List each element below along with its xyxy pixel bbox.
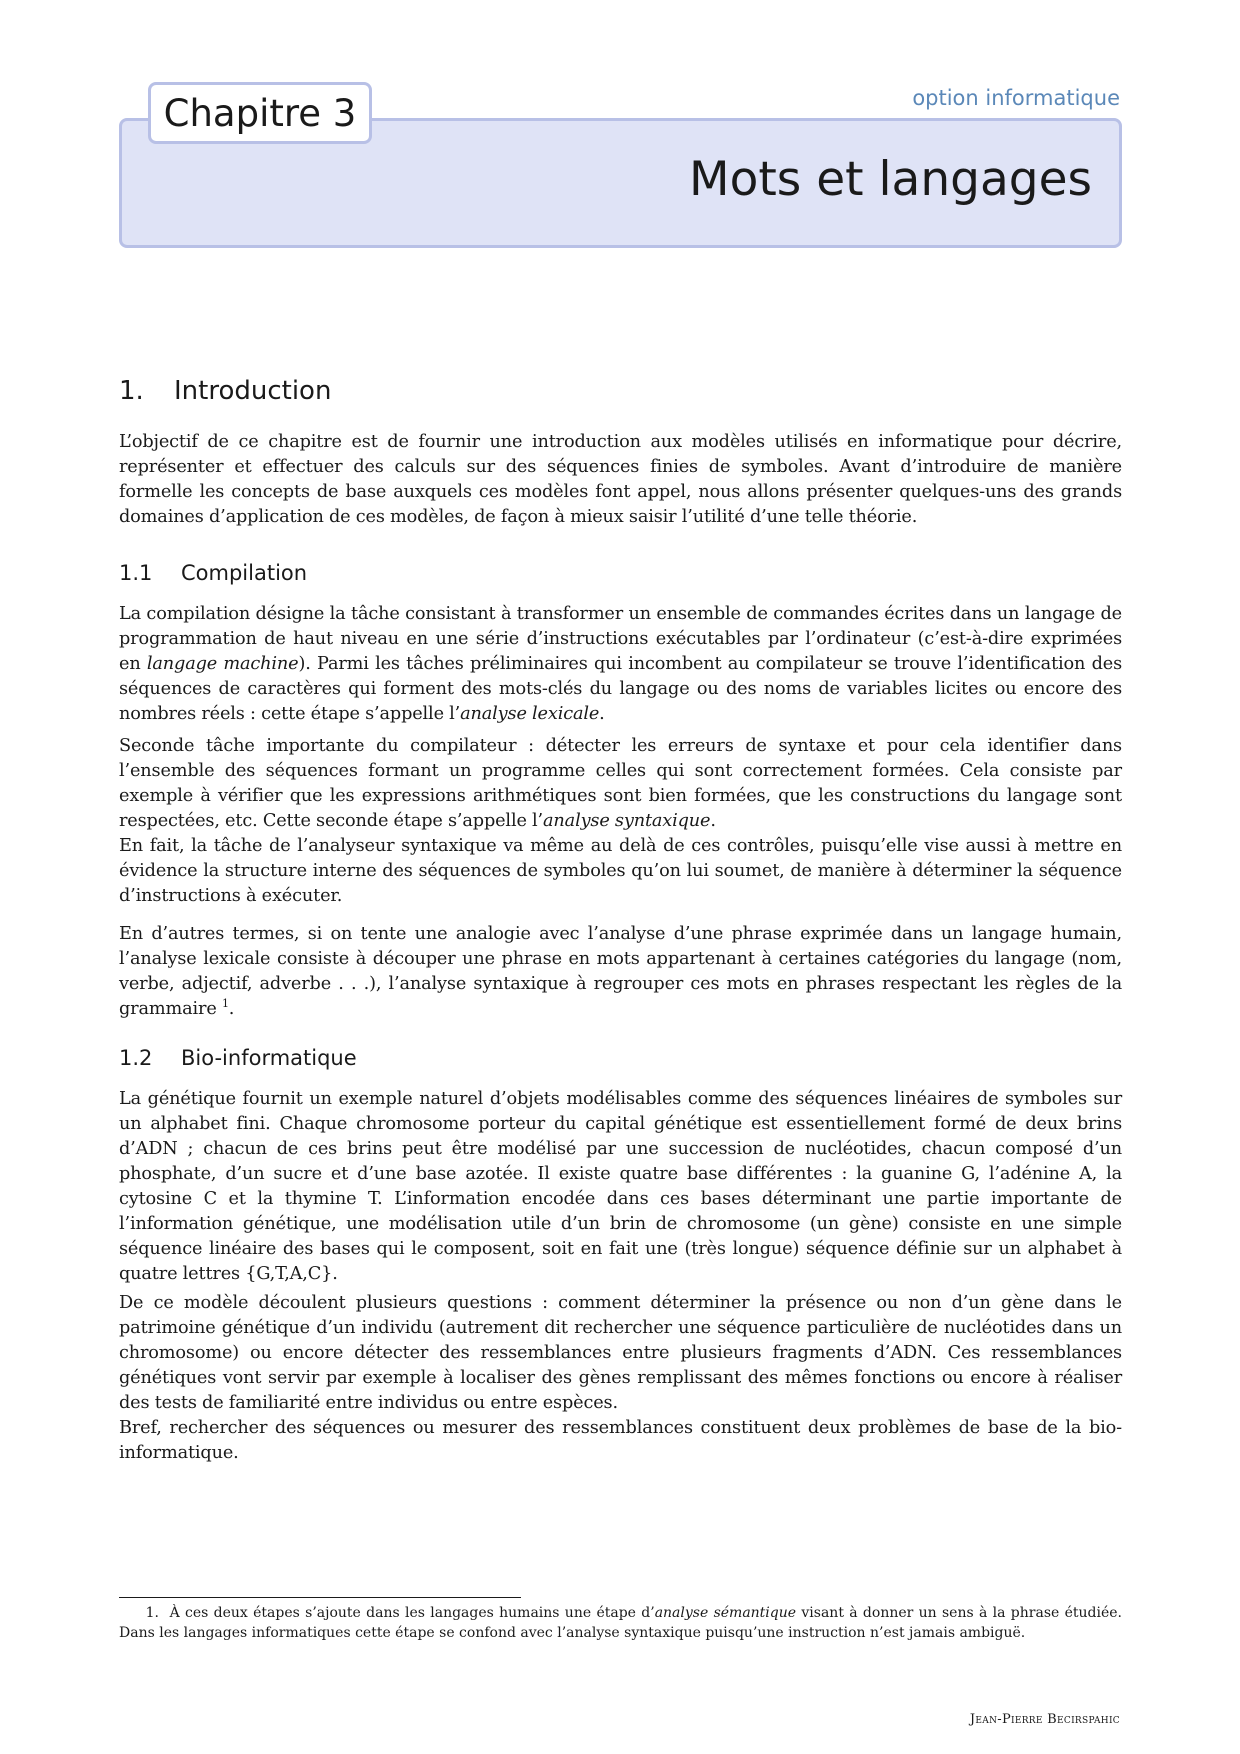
compilation-paragraph-4: En d’autres termes, si on tente une analogie avec l’analyse d’une phrase exprimée dans un langage humain, l’analyse lexicale consiste à découper une phrase en mots appartenant à certaines catégories du langage (nom, verbe, adjectif, adverbe . . .), l’analyse syntaxique à regrouper ces mots en phrases respectant les règles de la grammaire $^1$.	[119, 924, 1122, 1019]
subsection-heading-compilation	[119, 561, 307, 585]
bioinfo-paragraph-1: La génétique fournit un exemple naturel d’objets modélisables comme des séquences linéaires de symboles sur un alphabet fini. Chaque chromosome porteur du capital génétique est essentiellement formé de deux brins d’ADN ; chacun de ces brins peut être modélisé par une succession de nucléotides, chacun composé d’un phosphate, d’un sucre et d’une base azotée. Il existe quatre base différentes : la guanine G, l’adénine A, la cytosine C et la thymine T. L’information encodée dans ces bases déterminant une partie importante de l’information génétique, une modélisation utile d’un brin de chromosome (un gène) consiste en une simple séquence linéaire des bases qui le composent, soit en fait une (très longue) séquence définie sur un alphabet à quatre lettres {G,T,A,C}.	[119, 1089, 1122, 1284]
intro-paragraph: L’objectif de ce chapitre est de fournir une introduction aux modèles utilisés en informatique pour décrire, représenter et effectuer des calculs sur des séquences finies de symboles. Avant d’introduire de manière formelle les concepts de base auxquels ces modèles font appel, nous allons présenter quelques-uns des grands domaines d’application de ces modèles, de façon à mieux saisir l’utilité d’une telle théorie.	[119, 432, 1122, 527]
chapter-label: Chapitre 3	[148, 82, 372, 144]
subsection-title: Bio-informatique	[181, 1046, 357, 1070]
compilation-paragraph-3: En fait, la tâche de l’analyseur syntaxique va même au delà de ces contrôles, puisqu’elle vise aussi à mettre en évidence la structure interne des séquences de symboles qu’on lui soumet, de manière à déterminer la séquence d’instructions à exécuter.	[119, 836, 1122, 906]
bioinfo-paragraph-2: De ce modèle découlent plusieurs questions : comment déterminer la présence ou non d’un gène dans le patrimoine génétique d’un individu (autrement dit rechercher une séquence particulière de nucléotides dans un chromosome) ou encore détecter des ressemblances entre plusieurs fragments d’ADN. Ces ressemblances génétiques vont servir par exemple à localiser des gènes remplissant des mêmes fonctions ou encore à réaliser des tests de familiarité entre individus ou entre espèces.	[119, 1293, 1122, 1413]
subsection-heading-bioinformatique	[119, 1046, 357, 1070]
footnote-marker: 1.	[145, 1605, 159, 1621]
term-analyse-lexicale: analyse lexicale	[460, 704, 600, 724]
section-number: 1.	[119, 376, 144, 406]
bioinfo-paragraph-3: Bref, rechercher des séquences ou mesurer des ressemblances constituent deux problèmes de base de la bio-informatique.	[119, 1418, 1122, 1463]
footnote: 1. À ces deux étapes s’ajoute dans les langages humains une étape d’analyse sémantique visant à donner un sens à la phrase étudiée. Dans les langages informatiques cette étape se confond avec l’analyse syntaxique puisqu’une instruction n’est jamais ambiguë.	[119, 1605, 1122, 1641]
subsection-number: 1.1	[119, 561, 153, 585]
footer-author: Jean-Pierre Becirspahic	[969, 1712, 1120, 1727]
term-langage-machine: langage machine	[146, 654, 299, 674]
section-heading-introduction	[119, 376, 331, 406]
term-analyse-semantique: analyse sémantique	[654, 1605, 797, 1621]
compilation-paragraph-2: Seconde tâche importante du compilateur : détecter les erreurs de syntaxe et pour cela identifier dans l’ensemble des séquences formant un programme celles qui sont correctement formées. Cela consiste par exemple à vérifier que les expressions arithmétiques sont bien formées, que les constructions du langage sont respectées, etc. Cette seconde étape s’appelle l’analyse syntaxique.	[119, 736, 1122, 831]
term-analyse-syntaxique: analyse syntaxique	[543, 811, 711, 831]
chapter-title: Mots et langages	[689, 152, 1092, 207]
compilation-paragraph-1: La compilation désigne la tâche consistant à transformer un ensemble de commandes écrites dans un langage de programmation de haut niveau en une série d’instructions exécutables par l’ordinateur (c’est-à-dire exprimées en langage machine). Parmi les tâches préliminaires qui incombent au compilateur se trouve l’identification des séquences de caractères qui forment des mots-clés du langage ou des noms de variables licites ou encore des nombres réels : cette étape s’appelle l’analyse lexicale.	[119, 604, 1123, 724]
footnote-ref[interactable]: 1	[221, 997, 229, 1011]
footnote-rule	[119, 1597, 521, 1598]
section-title: Introduction	[174, 376, 332, 406]
chapter-option-label: option informatique	[912, 86, 1120, 110]
subsection-number: 1.2	[119, 1046, 153, 1070]
subsection-title: Compilation	[181, 561, 308, 585]
